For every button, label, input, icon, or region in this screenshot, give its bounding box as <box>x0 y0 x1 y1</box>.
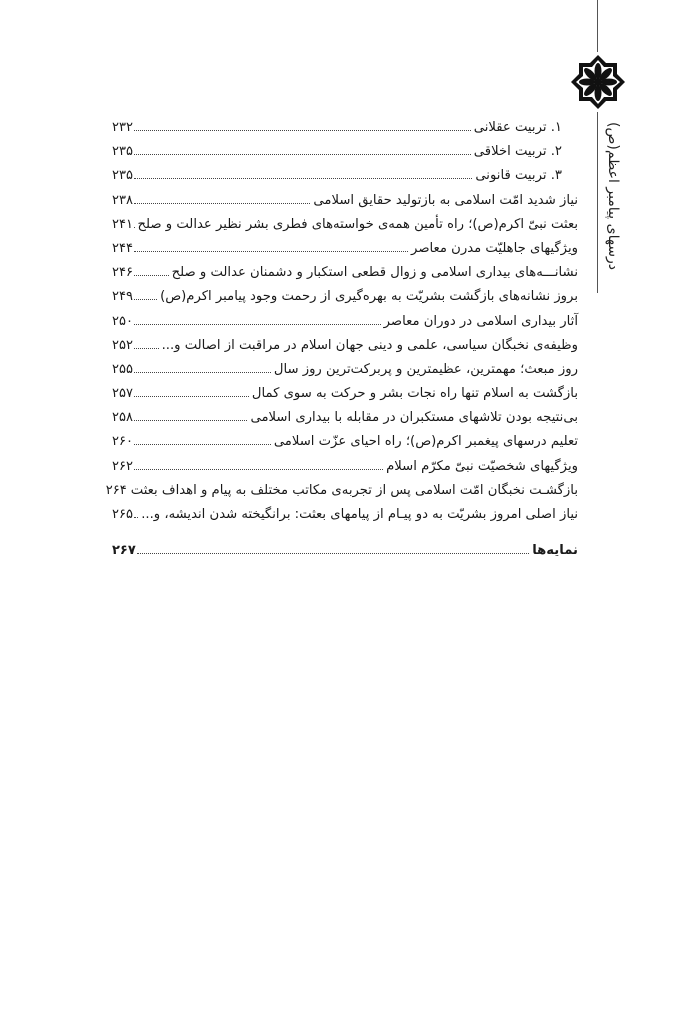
toc-entry-page-number: ۲۶۰ <box>112 434 133 450</box>
toc-entry-page-number: ۲۶۷ <box>112 543 136 559</box>
toc-entry-page-number: ۲۳۸ <box>112 192 133 208</box>
toc-entry-page-number: ۲۴۹ <box>112 289 133 305</box>
dot-leader <box>134 419 248 421</box>
toc-entry-title: ۲. تربیت اخلاقی <box>473 144 562 160</box>
toc-entry-title: آثار بیداری اسلامی در دوران معاصر <box>383 313 578 329</box>
toc-entry-page-number: ۲۵۰ <box>112 313 133 329</box>
toc-entry-page-number: ۲۴۶ <box>112 265 133 281</box>
toc-entry[interactable] <box>112 189 578 213</box>
dot-leader <box>134 371 271 373</box>
toc-entry[interactable] <box>112 358 578 382</box>
toc-entry[interactable] <box>112 285 578 309</box>
toc-entry-title: نیاز شدید امّت اسلامی به بازتولید حقایق اسلامی <box>313 192 578 208</box>
toc-entry-page-number: ۲۴۴ <box>112 240 133 256</box>
toc-entry[interactable] <box>112 237 578 261</box>
dot-leader <box>134 202 310 204</box>
toc-entry[interactable] <box>112 310 578 334</box>
toc-entry-title: بعثت نبیّ اکرم(ص)؛ راه تأمین همه‌ی خواسته‌های فطری بشر نظیر عدالت و صلح <box>137 216 578 232</box>
dot-leader <box>134 323 381 325</box>
dot-leader <box>137 552 529 554</box>
toc-entry-title: نمایه‌ها <box>532 543 578 559</box>
toc-entry-page-number: ۲۴۱ <box>112 216 133 232</box>
toc-entry[interactable] <box>112 261 578 285</box>
toc-entry-title: بازگشت به اسلام تنها راه نجات بشر و حرکت به سوی کمال <box>251 386 578 402</box>
toc-entry[interactable] <box>112 116 578 140</box>
toc-entry-page-number: ۲۶۴ <box>105 482 127 498</box>
toc-entry[interactable] <box>112 382 578 406</box>
dot-leader <box>134 129 471 131</box>
dot-leader <box>134 347 159 349</box>
toc-entry[interactable] <box>112 503 578 527</box>
dot-leader <box>134 468 383 470</box>
dot-leader <box>134 395 249 397</box>
toc-entry-title: وظیفه‌ی نخبگان سیاسی، علمی و دینی جهان اسلام در مراقبت از اصالت و... <box>161 337 578 353</box>
dot-leader <box>134 516 138 518</box>
toc-entry[interactable] <box>112 539 578 563</box>
dot-leader <box>134 274 169 276</box>
toc-entry-page-number: ۲۵۸ <box>112 410 133 426</box>
toc-entry[interactable] <box>112 455 578 479</box>
toc-entry-page-number: ۲۵۷ <box>112 386 133 402</box>
toc-entry[interactable] <box>112 430 578 454</box>
dot-leader <box>134 250 408 252</box>
toc-entry-title: ۳. تربیت قانونی <box>475 168 562 184</box>
toc-entry[interactable] <box>112 164 578 188</box>
dot-leader <box>134 226 135 228</box>
dot-leader <box>134 443 271 445</box>
dot-leader <box>134 177 472 179</box>
toc-entry-title: نیاز اصلی امروز بشریّت به دو پیـام از پیامهای بعثت: برانگیخته شدن اندیشه، و... <box>141 507 578 522</box>
toc-entry[interactable] <box>112 213 578 237</box>
toc-entry-title: ۱. تربیت عقلانی <box>473 120 562 135</box>
toc-entry-page-number: ۲۳۲ <box>112 120 133 135</box>
toc-entry-title: تعلیم درسهای پیغمبر اکرم(ص)؛ راه احیای عزّت اسلامی <box>273 434 578 450</box>
dot-leader <box>134 298 157 300</box>
margin-rule <box>597 0 598 293</box>
running-header: درسهای پیامبر اعظم(ص) <box>605 121 621 270</box>
toc-entry-title: بروز نشانه‌های بازگشت بشریّت به بهره‌گیری از رحمت وجود پیامبر اکرم(ص) <box>160 289 578 305</box>
toc-entry-title: ویژگیهای جاهلیّت مدرن معاصر <box>411 240 578 256</box>
toc-entry[interactable] <box>112 334 578 358</box>
table-of-contents <box>105 116 578 563</box>
toc-entry-page-number: ۲۳۵ <box>112 168 133 184</box>
toc-entry[interactable] <box>105 479 578 503</box>
toc-entry-title: روز مبعث؛ مهمترین، عظیمترین و پربرکت‌ترین روز سال <box>273 361 578 377</box>
toc-entry-title: نشانـــه‌های بیداری اسلامی و زوال قطعی استکبار و دشمنان عدالت و صلح <box>171 265 578 281</box>
toc-entry-title: بی‌نتیجه بودن تلاشهای مستکبران در مقابله با بیداری اسلامی <box>250 410 578 426</box>
toc-entry-page-number: ۲۳۵ <box>112 144 133 160</box>
toc-entry-title: بازگشـت نخبگان امّت اسلامی پس از تجربه‌ی مکاتب مختلف به پیام و اهداف بعثت <box>130 482 578 498</box>
toc-entry-page-number: ۲۵۲ <box>112 337 133 353</box>
toc-entry[interactable] <box>112 140 578 164</box>
toc-entry-title: ویژگیهای شخصیّت نبیّ مکرّم اسلام <box>386 458 578 474</box>
rosette-ornament-icon <box>568 52 628 112</box>
dot-leader <box>134 153 471 155</box>
toc-entry[interactable] <box>112 406 578 430</box>
toc-entry-page-number: ۲۵۵ <box>112 361 133 377</box>
toc-entry-page-number: ۲۶۲ <box>112 458 133 474</box>
toc-entry-page-number: ۲۶۵ <box>112 507 133 522</box>
